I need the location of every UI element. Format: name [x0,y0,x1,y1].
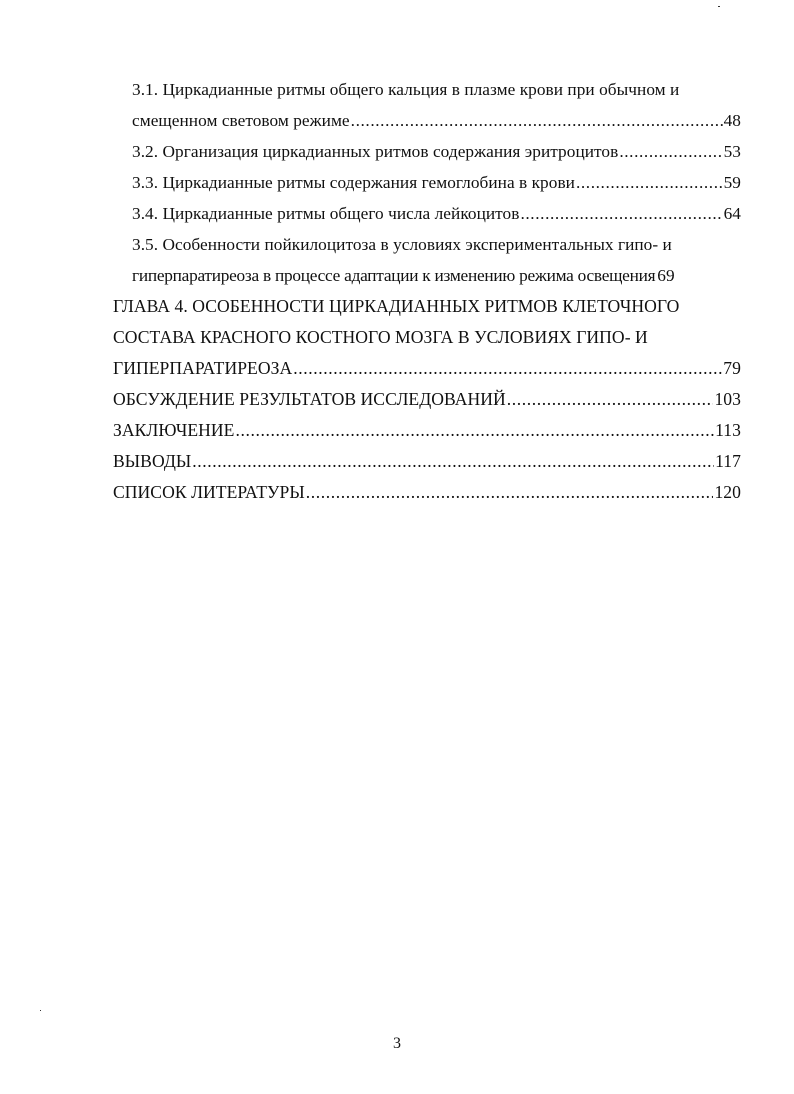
toc-leader-dots [235,415,714,446]
toc-chapter-4 [113,291,741,322]
table-of-contents [113,74,741,508]
toc-entry-text: 3.3. Циркадианные ритмы содержания гемоглобина в крови [132,173,575,192]
toc-discussion [113,384,741,415]
toc-entry-text: 3.4. Циркадианные ритмы общего числа лейкоцитов [132,204,520,223]
toc-page-number: 79 [723,358,741,378]
toc-page-number: 53 [723,142,741,161]
toc-leader-dots [520,198,722,229]
toc-leader-dots [192,446,714,477]
scan-speck [718,6,720,7]
toc-leader-dots [351,105,723,136]
toc-entry-3-5-cont [113,260,741,291]
toc-page-number: 113 [715,420,741,440]
toc-leader-dots [507,384,714,415]
toc-entry-text: 3.2. Организация циркадианных ритмов содержания эритроцитов [132,142,619,161]
toc-entry-text: ГИПЕРПАРАТИРЕОЗА [113,358,293,378]
toc-entry-text: смещенном световом режиме [132,111,350,130]
toc-entry-3-5 [113,229,741,260]
toc-page-number: 64 [723,204,741,223]
toc-findings [113,446,741,477]
scan-speck [40,1010,41,1011]
toc-page-number: 120 [714,482,741,502]
toc-entry-3-3 [113,167,741,198]
toc-entry-text: 3.5. Особенности пойкилоцитоза в условиях экспериментальных гипо- и [132,235,672,254]
toc-entry-text: СПИСОК ЛИТЕРАТУРЫ [113,482,305,502]
toc-chapter-4-end [113,353,741,384]
toc-entry-3-2 [113,136,741,167]
toc-leader-dots [293,353,722,384]
page-number: 3 [393,1035,401,1052]
toc-entry-3-4 [113,198,741,229]
toc-page-number: 59 [723,173,741,192]
toc-leader-dots [306,477,714,508]
toc-leader-dots [619,136,722,167]
toc-entry-text: СОСТАВА КРАСНОГО КОСТНОГО МОЗГА В УСЛОВИЯХ ГИПО- И [113,327,648,347]
toc-entry-text: гиперпаратиреоза в процессе адаптации к изменению режима освещения [132,266,656,285]
toc-entry-text: ЗАКЛЮЧЕНИЕ [113,420,235,440]
toc-entry-text: ВЫВОДЫ [113,451,192,471]
toc-chapter-4-cont [113,322,741,353]
toc-page-number: 48 [723,111,741,130]
toc-references [113,477,741,508]
toc-page-number: 69 [657,266,675,285]
toc-leader-dots [576,167,723,198]
toc-entry-3-1 [113,74,741,105]
toc-entry-text: 3.1. Циркадианные ритмы общего кальция в плазме крови при обычном и [132,80,680,99]
toc-entry-text: ОБСУЖДЕНИЕ РЕЗУЛЬТАТОВ ИССЛЕДОВАНИЙ [113,389,506,409]
toc-entry-text: ГЛАВА 4. ОСОБЕННОСТИ ЦИРКАДИАННЫХ РИТМОВ КЛЕТОЧНОГО [113,296,680,316]
toc-entry-3-1-cont [113,105,741,136]
toc-page-number: 103 [714,389,741,409]
toc-page-number: 117 [715,451,741,471]
toc-conclusion [113,415,741,446]
